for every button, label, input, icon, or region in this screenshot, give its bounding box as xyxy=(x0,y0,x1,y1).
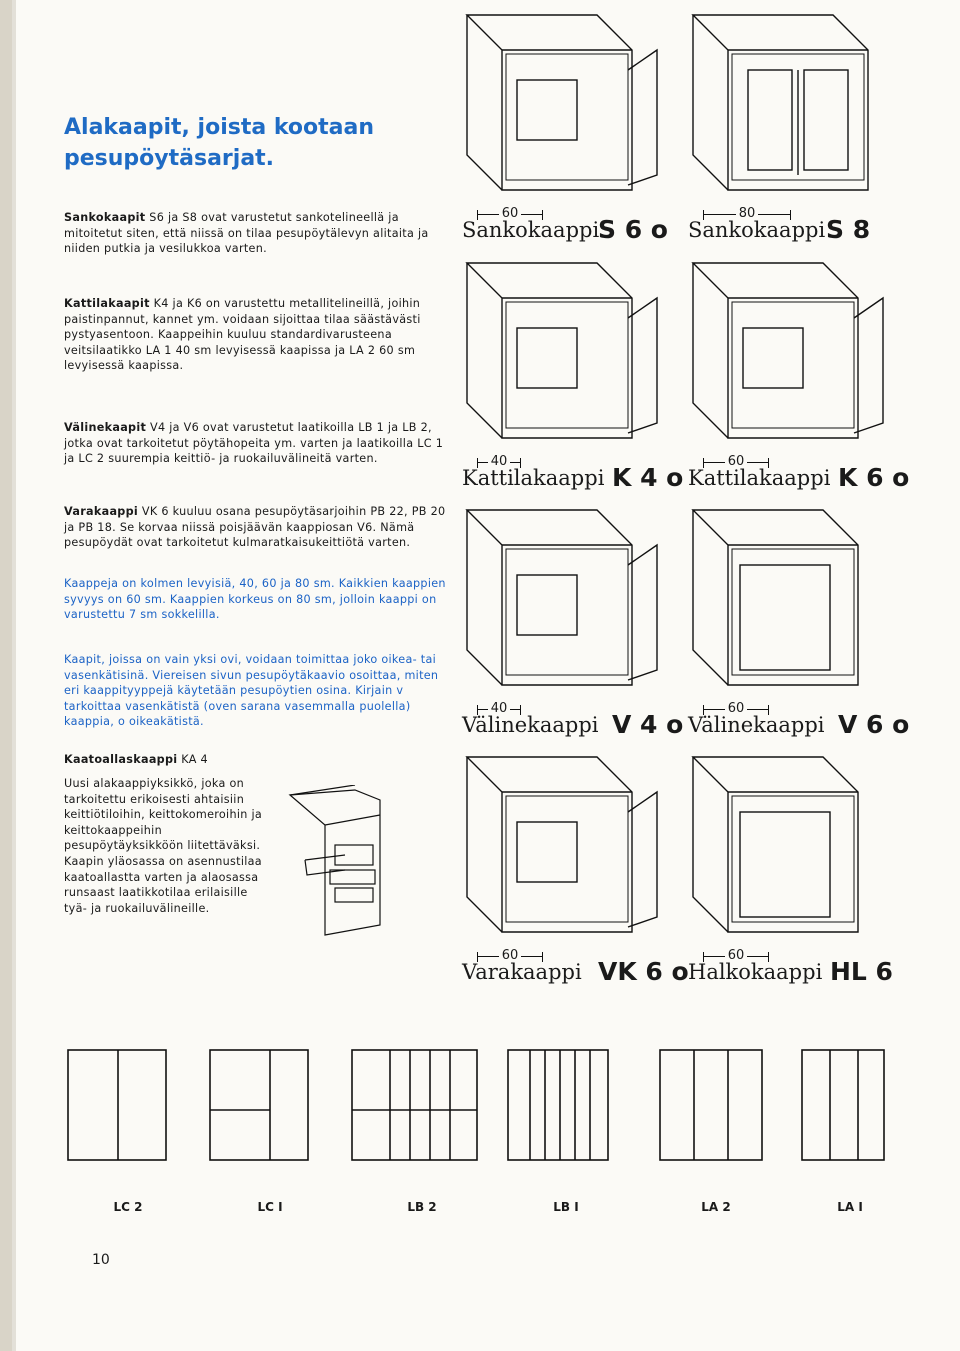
drawer-label-lc1: LC I xyxy=(257,1200,283,1214)
text-varakaappi: VK 6 kuuluu osana pesupöytäsarjoihin PB 22, PB 20 ja PB 18. Se korvaa niissä poisjäävän kaappiosan V6. Nämä pesupöydät ovat tarkoitetut kulmaratkaisukeittiötä varten. xyxy=(64,505,446,550)
page-title xyxy=(64,112,424,174)
cabinet-drawing-6 xyxy=(462,752,662,937)
drawer-label-lb1: LB I xyxy=(553,1200,579,1214)
ka4-cabinet-illustration xyxy=(285,785,405,945)
paragraph-kaapit: Kaapit, joissa on vain yksi ovi, voidaan toimittaa joko oikea- tai vasenkätisinä. Viereisen sivun pesupöytäkaavio osoittaa, miten eri kaappityyppejä käytetään pesupöytien osina. Kirjain v tarkoittaa vasenkätistä (oven sarana vasemmalla puolella) kaappia, o oikeakätistä. xyxy=(64,653,439,729)
dimension-value: 60 xyxy=(725,948,748,963)
paragraph-varakaappi xyxy=(64,504,446,551)
dimension-value: 60 xyxy=(725,454,748,469)
drawer-label-lc2: LC 2 xyxy=(113,1200,143,1214)
cabinet-drawing-7 xyxy=(688,752,888,937)
dimension-value: 60 xyxy=(499,206,522,221)
text-valinekaapit: V4 ja V6 ovat varustetut laatikoilla LB 1 ja LB 2, jotka ovat tarkoitetut pöytähopeita ym. varten ja laatikoilla LC 1 ja LC 2 suurempia keittiö- ja ruokailuvälineitä varten. xyxy=(64,421,444,466)
cabinet-code-2: K 4 o xyxy=(612,463,684,492)
paragraph-kaatoallas-heading xyxy=(64,752,444,768)
text-ka4: KA 4 xyxy=(177,753,208,766)
cabinet-code-1: S 8 xyxy=(826,215,871,244)
cabinet-name-7: Halkokaappi xyxy=(688,960,823,984)
sheet-edge xyxy=(0,0,12,1351)
cabinet-name-1: Sankokaappi xyxy=(688,218,826,242)
dimension-value: 80 xyxy=(736,206,759,221)
cabinet-name-2: Kattilakaappi xyxy=(462,466,605,490)
text-kattilakaapit: K4 ja K6 on varustettu metallitelineillä, joihin paistinpannut, kannet ym. voidaan sijoittaa tilaa säästävästi pystyasentoon. Kaappeihin kuuluu standardivarusteena veitsilaatikko LA 1 40 sm levyisessä kaapissa ja LA 2 60 sm levyisessä kaapissa. xyxy=(64,297,421,373)
cabinet-code-3: K 6 o xyxy=(838,463,910,492)
cabinet-code-4: V 4 o xyxy=(612,710,684,739)
cabinet-name-6: Varakaappi xyxy=(462,960,582,984)
cabinet-drawing-1 xyxy=(688,10,888,195)
cabinet-drawing-3 xyxy=(688,258,888,443)
paragraph-kattilakaapit xyxy=(64,296,446,374)
cabinet-name-3: Kattilakaappi xyxy=(688,466,831,490)
paragraph-kaappeja: Kaappeja on kolmen levyisiä, 40, 60 ja 80 sm. Kaikkien kaappien syvyys on 60 sm. Kaappien korkeus on 80 sm, jolloin kaappi on varustettu 7 sm sokkelilla. xyxy=(64,577,446,622)
term-sankokaapit: Sankokaapit xyxy=(64,211,146,224)
cabinet-drawing-0 xyxy=(462,10,662,195)
term-varakaappi: Varakaappi xyxy=(64,505,139,518)
cabinet-code-6: VK 6 o xyxy=(598,957,689,986)
cabinet-drawing-5 xyxy=(688,505,888,690)
cabinet-drawing-2 xyxy=(462,258,662,443)
cabinet-name-5: Välinekaappi xyxy=(688,713,825,737)
dimension-value: 60 xyxy=(499,948,522,963)
dimension-value: 40 xyxy=(488,701,511,716)
dimension-value: 60 xyxy=(725,701,748,716)
title-line-2: pesupöytäsarjat. xyxy=(64,146,275,171)
paragraph-sankokaapit xyxy=(64,210,446,257)
drawer-label-la1: LA I xyxy=(837,1200,863,1214)
text-sankokaapit: S6 ja S8 ovat varustetut sankotelineellä ja mitoitetut siten, että niissä on tilaa pesupöytälevyn alitaita ja niiden putkia ja vesilukkoa varten. xyxy=(64,211,429,256)
term-valinekaapit: Välinekaapit xyxy=(64,421,147,434)
cabinet-code-7: HL 6 xyxy=(830,957,893,986)
cabinet-name-4: Välinekaappi xyxy=(462,713,599,737)
paragraph-valinekaapit xyxy=(64,420,446,467)
term-kattilakaapit: Kattilakaapit xyxy=(64,297,150,310)
drawer-plans xyxy=(60,1030,900,1180)
term-kaatoallaskaappi: Kaatoallaskaappi xyxy=(64,753,178,766)
cabinet-drawing-4 xyxy=(462,505,662,690)
drawer-label-la2: LA 2 xyxy=(701,1200,731,1214)
page-number: 10 xyxy=(92,1252,110,1268)
cabinet-name-0: Sankokaappi xyxy=(462,218,600,242)
title-line-1: Alakaapit, joista kootaan xyxy=(64,115,375,140)
drawer-label-lb2: LB 2 xyxy=(407,1200,437,1214)
cabinet-code-0: S 6 o xyxy=(598,215,668,244)
dimension-value: 40 xyxy=(488,454,511,469)
cabinet-code-5: V 6 o xyxy=(838,710,910,739)
paragraph-kaatoallas-body: Uusi alakaappiyksikkö, joka on tarkoitettu erikoisesti ahtaisiin keittiötiloihin, keittokomeroihin ja keittokaappeihin pesupöytäyksikköön liitettäväksi. Kaapin yläosassa on asennustilaa kaatoallastta varten ja alaosassa runsaast laatikkotilaa erilaisille tyä- ja ruokailuvälineille. xyxy=(64,777,263,915)
